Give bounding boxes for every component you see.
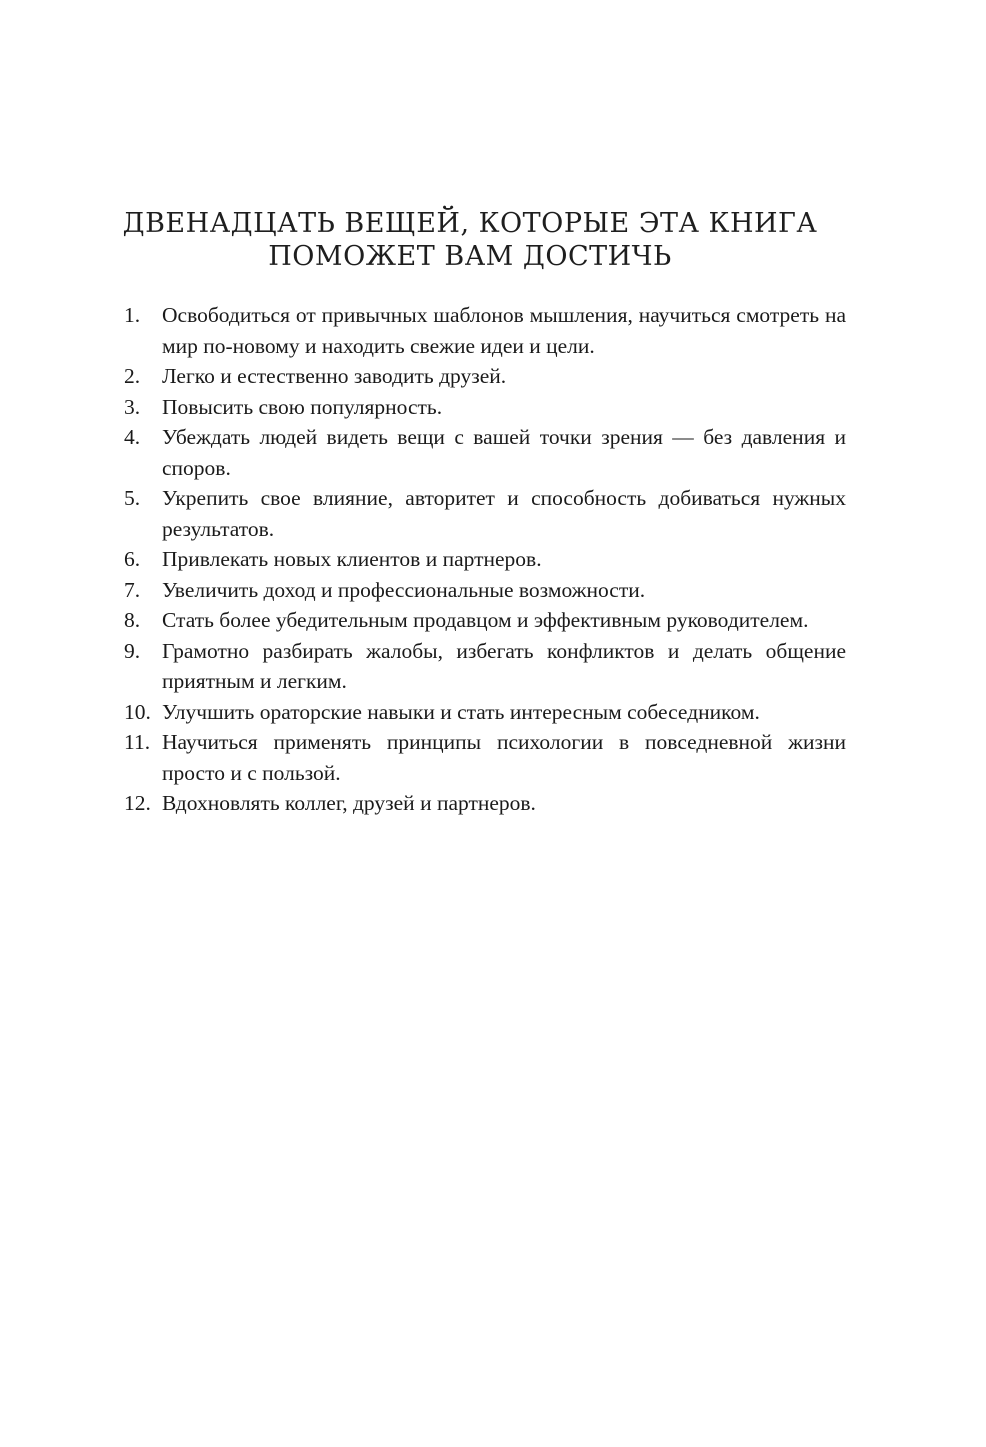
list-item <box>124 727 846 788</box>
item-number: 3. <box>124 394 141 419</box>
item-text: Убеждать людей видеть вещи с вашей точки зрения — без давления и споров. <box>162 425 846 480</box>
item-number: 8. <box>124 608 141 632</box>
item-number: 5. <box>124 486 141 510</box>
item-text: Улучшить ораторские навыки и стать интересным собеседником. <box>162 699 760 724</box>
list-item <box>124 392 846 423</box>
item-text: Стать более убедительным продавцом и эффективным руководителем. <box>162 608 809 632</box>
item-text: Увеличить доход и профессиональные возможности. <box>162 577 646 602</box>
item-text: Укрепить свое влияние, авторитет и способность добиваться нужных результатов. <box>162 486 846 541</box>
item-number: 7. <box>124 577 141 602</box>
item-text: Привлекать новых клиентов и партнеров. <box>162 547 542 571</box>
item-text: Грамотно разбирать жалобы, избегать конфликтов и делать общение приятным и легким. <box>162 638 846 693</box>
item-number: 9. <box>124 638 141 663</box>
item-number: 1. <box>124 303 141 327</box>
title-line-1: ДВЕНАДЦАТЬ ВЕЩЕЙ, КОТОРЫЕ ЭТА КНИГА <box>122 208 818 239</box>
item-number: 6. <box>124 547 141 571</box>
item-number: 4. <box>124 425 141 449</box>
item-number: 12. <box>124 791 151 815</box>
item-text: Научиться применять принципы психологии в повседневной жизни просто и с пользой. <box>162 730 846 785</box>
list-item <box>124 575 846 606</box>
list-item <box>124 422 846 483</box>
item-number: 10. <box>124 699 151 724</box>
list-item <box>124 544 846 575</box>
list-item <box>124 788 846 819</box>
item-text: Повысить свою популярность. <box>162 394 443 419</box>
item-text: Вдохновлять коллег, друзей и партнеров. <box>162 791 536 815</box>
item-text: Легко и естественно заводить друзей. <box>162 364 507 388</box>
list-item <box>124 300 846 361</box>
goals-list <box>124 300 846 819</box>
list-item <box>124 636 846 697</box>
item-text: Освободиться от привычных шаблонов мышления, научиться смотреть на мир по-новому и находить свежие идеи и цели. <box>162 303 846 358</box>
list-item <box>124 605 846 636</box>
title-line-2: ПОМОЖЕТ ВАМ ДОСТИЧЬ <box>268 241 672 272</box>
list-item <box>124 483 846 544</box>
list-item <box>124 697 846 728</box>
item-number: 2. <box>124 364 141 388</box>
page-title <box>100 207 840 273</box>
list-item <box>124 361 846 392</box>
item-number: 11. <box>124 730 151 754</box>
